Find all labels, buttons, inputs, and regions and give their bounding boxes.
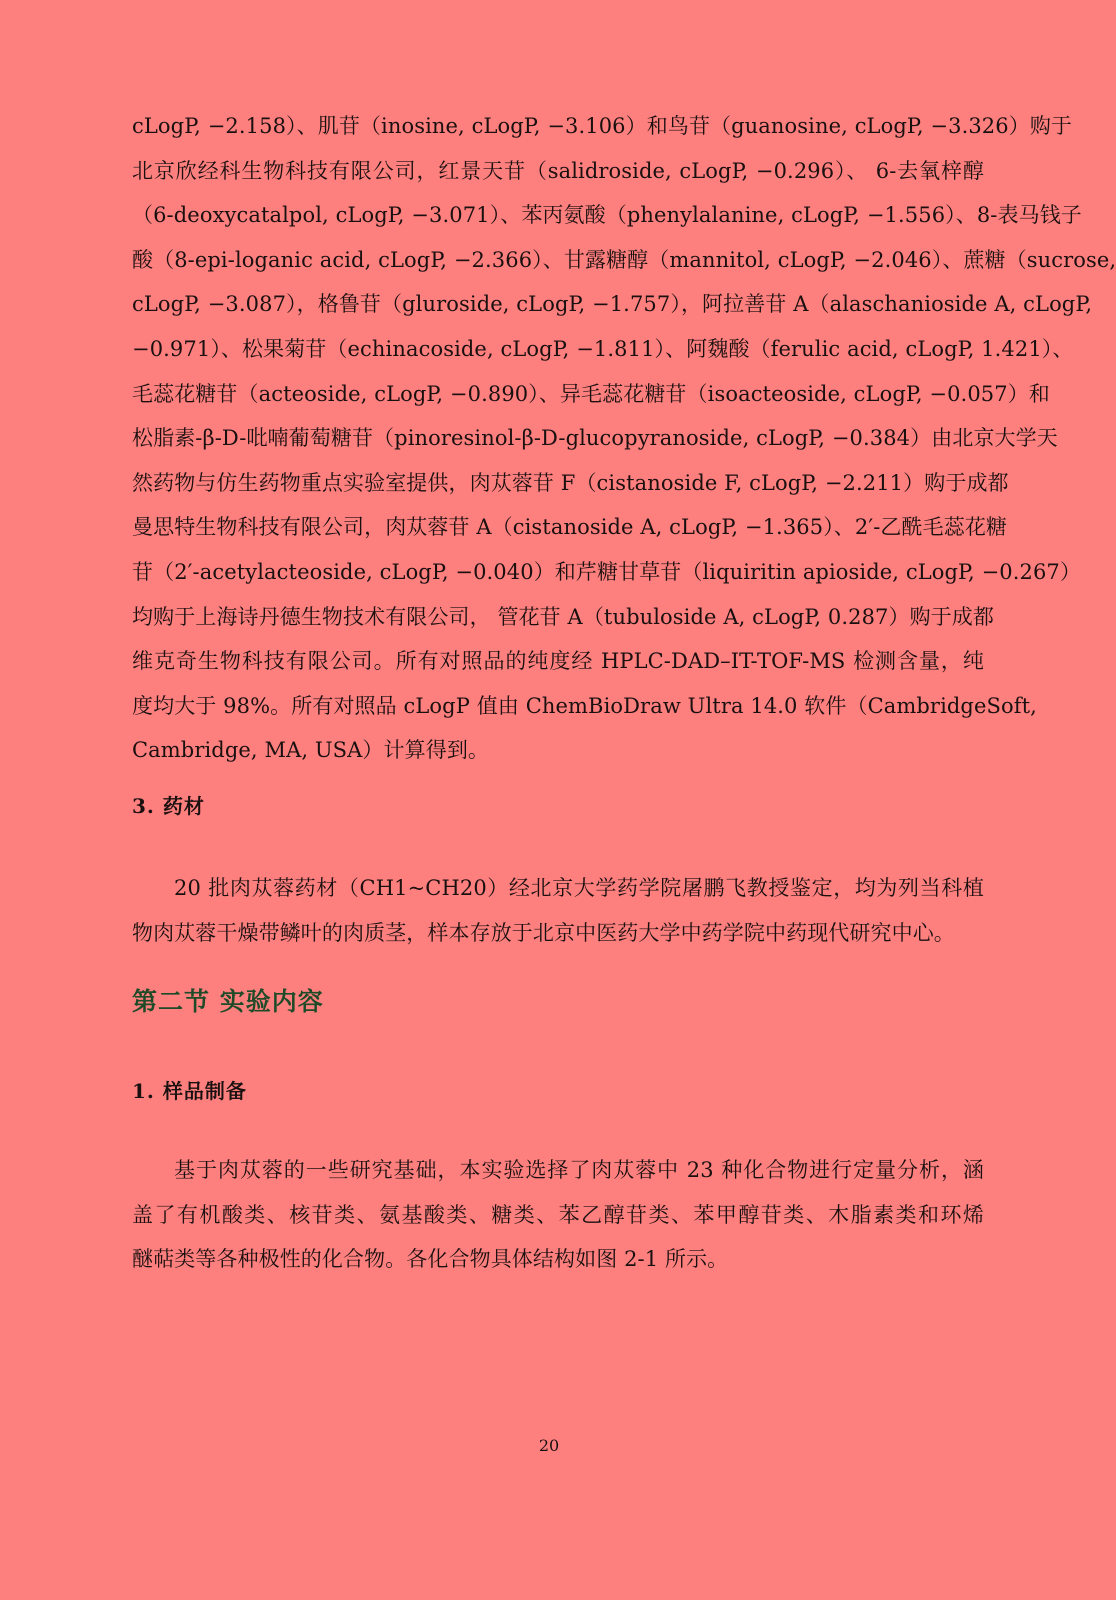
text-line: 毛蕊花糖苷（acteoside, cLogP, −0.890）、异毛蕊花糖苷（isoacteoside, cLogP, −0.057）和: [132, 381, 1050, 406]
text-line: cLogP, −3.087），格鲁苷（gluroside, cLogP, −1.757），阿拉善苷 A（alaschanioside A, cLogP,: [132, 292, 1093, 317]
text-line: 基于肉苁蓉的一些研究基础，本实验选择了肉苁蓉中 23 种化合物进行定量分析，涵: [174, 1158, 984, 1182]
sample-prep-paragraph: [132, 1148, 984, 1282]
materials-paragraph: [132, 866, 984, 955]
text-line: 北京欣经科生物科技有限公司，红景天苷（salidroside, cLogP, −0.296）、 6-去氧梓醇: [132, 158, 984, 183]
text-line: 酸（8-epi-loganic acid, cLogP, −2.366）、甘露糖醇（mannitol, cLogP, −2.046）、蔗糖（sucrose,: [132, 247, 1116, 272]
text-line: cLogP, −2.158）、肌苷（inosine, cLogP, −3.106）和鸟苷（guanosine, cLogP, −3.326）购于: [132, 114, 1073, 138]
text-line: 然药物与仿生药物重点实验室提供，肉苁蓉苷 F（cistanoside F, cLogP, −2.211）购于成都: [132, 470, 1009, 495]
text-line: −0.971）、松果菊苷（echinacoside, cLogP, −1.811）、阿魏酸（ferulic acid, cLogP, 1.421）、: [132, 336, 1074, 361]
text-line: 醚萜类等各种极性的化合物。各化合物具体结构如图 2-1 所示。: [132, 1247, 729, 1272]
compounds-paragraph: [132, 104, 1116, 773]
text-line: 松脂素-β-D-吡喃葡萄糖苷（pinoresinol-β-D-glucopyranoside, cLogP, −0.384）由北京大学天: [132, 426, 1058, 451]
text-line: 盖了有机酸类、核苷类、氨基酸类、糖类、苯乙醇苷类、苯甲醇苷类、木脂素类和环烯: [132, 1202, 984, 1227]
section-heading-materials: 3. 药材: [132, 794, 205, 818]
paragraph-body: [132, 866, 984, 955]
paragraph-body: [132, 104, 1116, 773]
text-line: （6-deoxycatalpol, cLogP, −3.071）、苯丙氨酸（phenylalanine, cLogP, −1.556）、8-表马钱子: [132, 203, 1082, 228]
text-line: 曼思特生物科技有限公司，肉苁蓉苷 A（cistanoside A, cLogP, −1.365）、2′-乙酰毛蕊花糖: [132, 515, 1008, 540]
chapter-section-title: 第二节 实验内容: [132, 987, 324, 1016]
text-line: Cambridge, MA, USA）计算得到。: [132, 738, 490, 763]
text-line: 20 批肉苁蓉药材（CH1~CH20）经北京大学药学院屠鹏飞教授鉴定，均为列当科植: [174, 876, 984, 900]
text-line: 度均大于 98%。所有对照品 cLogP 值由 ChemBioDraw Ultra 14.0 软件（CambridgeSoft,: [132, 693, 1037, 718]
section-heading-sample-prep: 1. 样品制备: [132, 1079, 247, 1103]
text-line: 均购于上海诗丹德生物技术有限公司， 管花苷 A（tubuloside A, cLogP, 0.287）购于成都: [132, 604, 994, 629]
page-number: 20: [538, 1436, 560, 1455]
text-line: 维克奇生物科技有限公司。所有对照品的纯度经 HPLC-DAD–IT-TOF-MS 检测含量，纯: [132, 649, 984, 674]
paragraph-body: [132, 1148, 984, 1282]
text-line: 物肉苁蓉干燥带鳞叶的肉质茎，样本存放于北京中医药大学中药学院中药现代研究中心。: [132, 920, 955, 945]
text-line: 苷（2′-acetylacteoside, cLogP, −0.040）和芹糖甘草苷（liquiritin apioside, cLogP, −0.267）: [132, 559, 1081, 584]
